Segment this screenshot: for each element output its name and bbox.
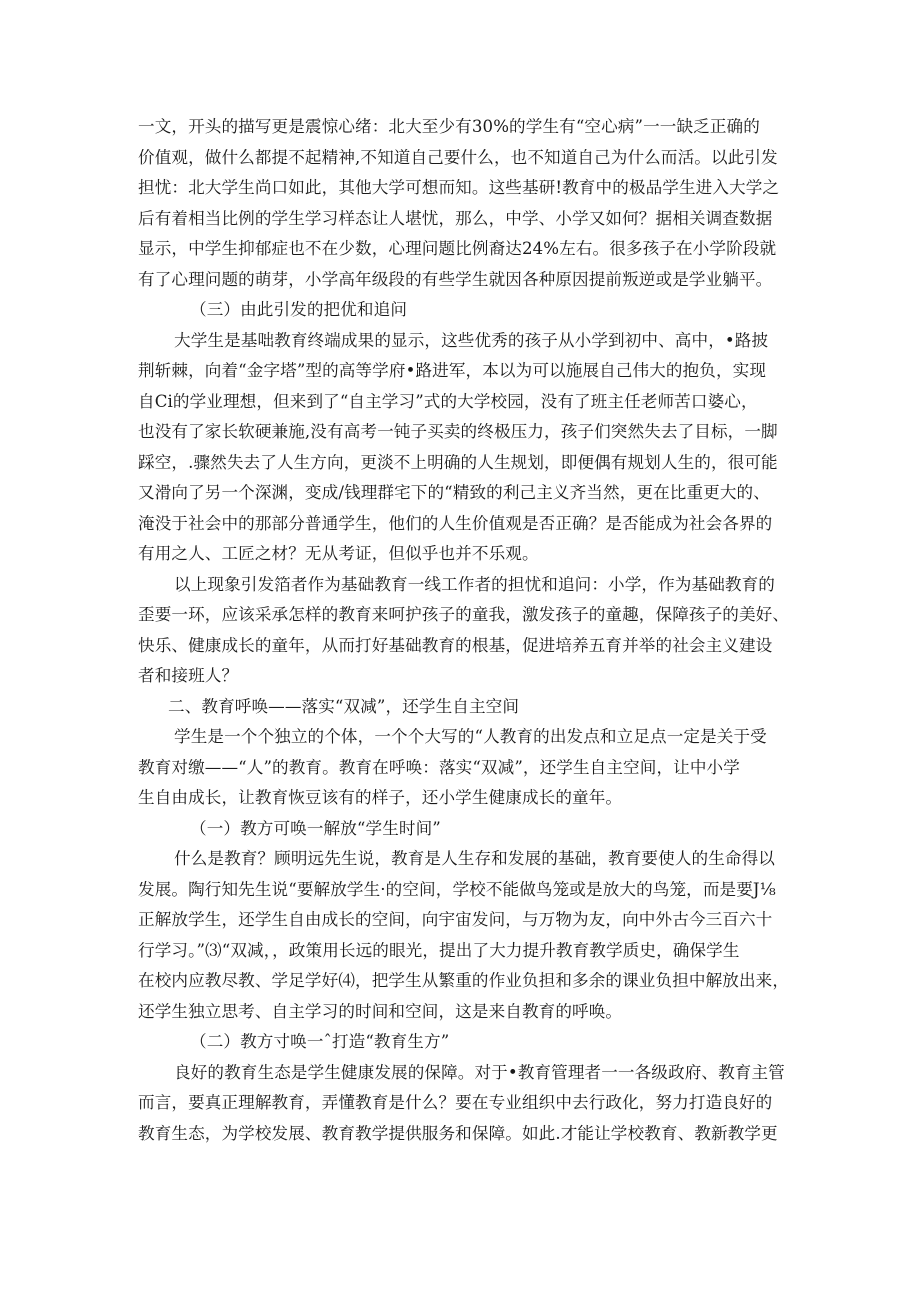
text-line: 教育对缴——“人”的教育。教育在呼唤：落实“双减”，还学生自主空间，让中小学	[138, 757, 740, 777]
section-heading	[138, 814, 798, 845]
paragraph	[138, 570, 798, 692]
text-line: 在校内应教尽教、学足学好⑷，把学生从繁重的作业负担和多余的课业负担中解放出来，	[138, 971, 790, 990]
text-line: 显示，中学生抑郁症也不在少数，心理问题比例裔达24%左右。很多孩子在小学阶段就	[138, 239, 777, 258]
text-line: 行学习。”⑶“双减，，政策用长远的眼光，提出了大力提升教育教学质史，确保学生	[138, 940, 740, 960]
paragraph	[138, 1058, 798, 1150]
text-line: 后有着相当比例的学生学习样态让人堪忧，那么，中学、小学又如何？据相关调查数据	[138, 208, 773, 228]
text-line: 以上现象引发箔者作为基础教育一线工作者的担忧和追问：小学，作为基础教育的	[174, 574, 775, 594]
paragraph	[138, 844, 798, 1027]
text-line: 什么是教育？顾明远先生说，教育是人生存和发展的基础，教育要使人的生命得以	[174, 849, 775, 868]
text-line: 歪要一环，应该采承怎样的教育来呵护孩子的童我，激发孩子的童趣，保障孩子的美好、	[138, 605, 790, 624]
text-line: 者和接班人？	[138, 666, 239, 685]
text-line: 教育生态，为学校发展、教育教学提供服务和保障。如此.才能让学校教育、教新教学更	[138, 1123, 778, 1143]
text-line: 又滑向了另一个深渊，变成/钱理群宅下的“精致的利己主义齐当然，更在比重更大的、	[138, 483, 770, 502]
document-body	[138, 112, 798, 1149]
text-line: 价值观，做什么都提不起精神,不知道自己要什么，也不知道自己为什么而活。以此引发	[138, 147, 778, 167]
paragraph	[138, 112, 798, 295]
text-line: 自Ci的学业理想，但来到了“自主学习”式的大学校园，没有了班主任老师苦口婆心，	[138, 391, 758, 411]
text-line: 大学生是基咄教育终端成果的显示，这些优秀的孩子从小学到初中、高中，•路披	[174, 330, 769, 350]
paragraph	[138, 326, 798, 570]
text-line: 有用之人、工匠之材？无从考证，但似乎也并不乐观。	[138, 544, 539, 563]
text-line: 生自由成长，让教育恢豆该有的样子，还小学生健康成长的童年。	[138, 788, 623, 807]
section-heading	[138, 692, 798, 723]
text-line: 荆斩棘，向着“金字塔”型的高等学府•路进军，本以为可以施展自己伟大的抱负，实现	[138, 361, 767, 380]
text-line: 淹没于社会中的那部分普通学生，他们的人生价值观是否正确？是否能成为社会各界的	[138, 513, 773, 533]
text-line: 担忧：北大学生尚口如此，其他大学可想而知。这些基研!教育中的极品学生进入大学之	[138, 178, 780, 197]
text-line: 而言，要真正理解教育，弄懂教育是什么？要在专业组织中去行政化，努力打造良好的	[138, 1093, 773, 1112]
heading-text: 二、教育呼唤——落实“双减”，还学生自主空间	[168, 696, 520, 716]
text-line: 发展。陶行知先生说“要解放学生·的空间，学校不能做鸟笼或是放大的鸟笼，而是要J⅛	[138, 879, 776, 899]
text-line: 有了心理问题的萌芽，小学高年级段的有些学生就因各种原因提前叛逆或是学业躺平。	[138, 269, 773, 289]
text-line: 还学生独立思考、自主学习的时间和空间，这是来自教育的呼唤。	[138, 1001, 623, 1021]
heading-text: （二）教方寸唤一ˆ打造“教育生方”	[190, 1032, 450, 1051]
paragraph	[138, 722, 798, 814]
heading-text: （一）教方可唤一解放“学生时间”	[190, 818, 441, 838]
text-line: 也没有了家长软硬兼施,没有高考一钝子买卖的终极压力，孩子们突然失去了目标，一脚	[138, 422, 778, 441]
text-line: 快乐、健康成长的童年，从而打好基础教育的根基，促进培养五育并举的社会主义建设	[138, 635, 773, 655]
text-line: 踩空，.骤然失去了人生方向，更淡不上明确的人生规划，即便偶有规划人生的，很可能	[138, 452, 778, 472]
text-line: 良好的教育生态是学生健康发展的保障。对于•教育管理者一一各级政府、教育主管	[174, 1062, 785, 1082]
heading-text: （三）由此引发的把优和追问	[190, 300, 408, 319]
text-line: 学生是一个个独立的个体，一个个大写的“人教育的出发点和立足点一定是关于受	[174, 727, 767, 746]
text-line: 正解放学生，还学生自由成长的空间，向宇宙发问，与万物为友，向中外古今三百六十	[138, 910, 773, 929]
section-heading	[138, 1027, 798, 1058]
text-line: 一文，开头的描写更是震惊心绪：北大至少有30%的学生有“空心病”一一缺乏正确的	[138, 117, 760, 136]
section-heading	[138, 295, 798, 326]
